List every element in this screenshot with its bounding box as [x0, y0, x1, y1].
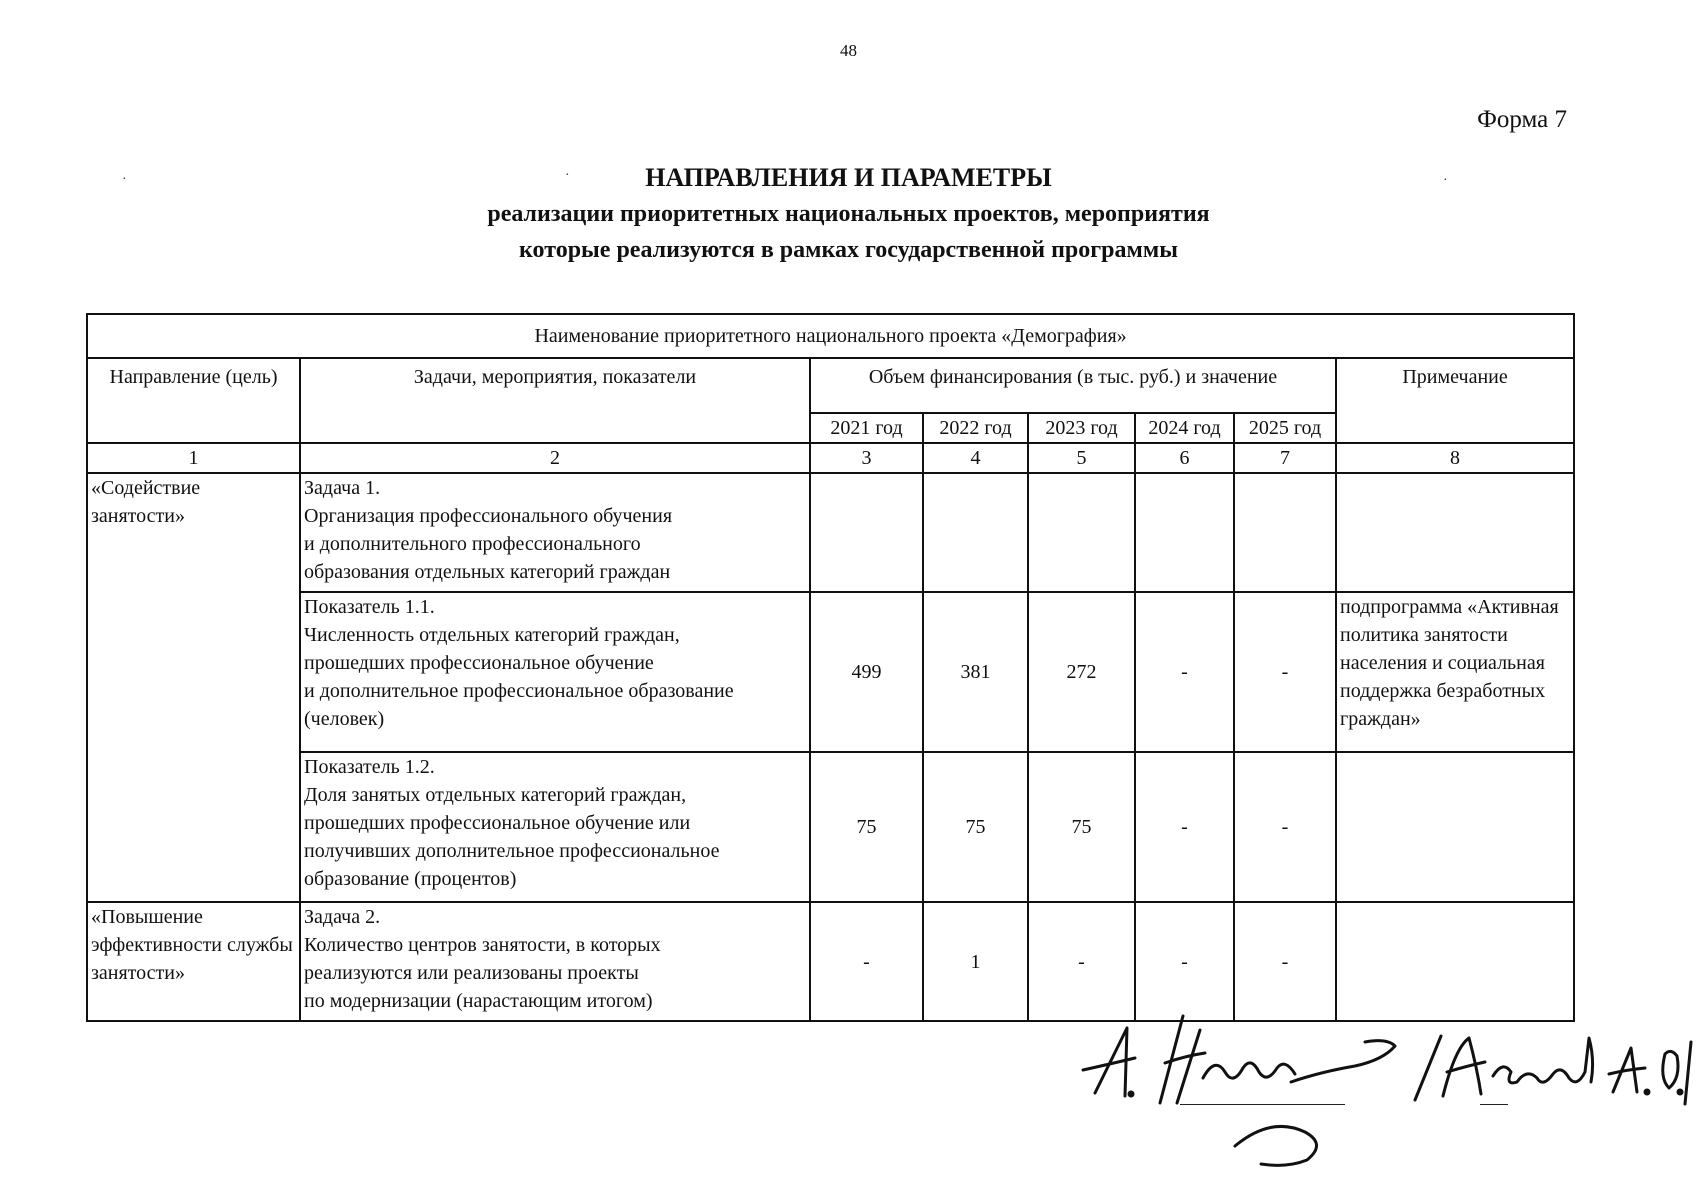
task-line: прошедших профессиональное обучение или [304, 812, 691, 834]
form-label: Форма 7 [1477, 106, 1567, 133]
task-line: Организация профессионального обучения [304, 505, 673, 527]
value-cell: 75 [1028, 752, 1135, 902]
scan-speck: · [122, 172, 127, 187]
header-direction: Направление (цель) [87, 358, 300, 443]
task-line: Численность отдельных категорий граждан, [304, 624, 680, 646]
value-cell: - [1234, 902, 1336, 1021]
header-note: Примечание [1336, 358, 1574, 443]
task-line: по модернизации (нарастающим итогом) [304, 990, 653, 1012]
header-year-2025: 2025 год [1234, 413, 1336, 443]
header-year-2022: 2022 год [923, 413, 1028, 443]
task-line: Задача 1. [304, 477, 381, 499]
scan-speck: · [565, 168, 570, 183]
note-cell [1336, 473, 1574, 592]
task-line: получивших дополнительное профессиональное [304, 840, 720, 862]
note-cell [1336, 752, 1574, 902]
project-name-header: Наименование приоритетного национального проекта «Демография» [87, 314, 1574, 358]
value-cell: - [1135, 592, 1234, 752]
table-row [87, 902, 1574, 1021]
table-row [87, 473, 1574, 592]
table-row [87, 592, 1574, 752]
value-cell: 75 [810, 752, 923, 902]
page-number: 48 [840, 41, 857, 60]
task-line: Количество центров занятости, в которых [304, 934, 661, 956]
note-cell: подпрограмма «Активная политика занятости населения и социальная поддержка безработных граждан» [1336, 592, 1574, 752]
task-line: и дополнительного профессионального [304, 533, 641, 555]
direction-cell: «Содействие занятости» [87, 473, 300, 902]
task-line: Задача 2. [304, 906, 381, 928]
title-line-3: которые реализуются в рамках государственной программы [519, 237, 1178, 263]
scan-speck: · [1443, 173, 1448, 188]
column-number: 3 [810, 443, 923, 473]
value-cell [923, 473, 1028, 592]
value-cell: - [1135, 902, 1234, 1021]
note-cell [1336, 902, 1574, 1021]
task-line: образование (процентов) [304, 868, 517, 890]
task-cell [300, 592, 810, 752]
value-cell: 75 [923, 752, 1028, 902]
column-number: 2 [300, 443, 810, 473]
table-row [87, 752, 1574, 902]
value-cell: - [810, 902, 923, 1021]
task-line: прошедших профессиональное обучение [304, 652, 654, 674]
header-year-2024: 2024 год [1135, 413, 1234, 443]
task-line: Показатель 1.1. [304, 596, 435, 618]
header-tasks: Задачи, мероприятия, показатели [300, 358, 810, 443]
title-line-2: реализации приоритетных национальных проектов, мероприятия [487, 201, 1210, 227]
column-number: 6 [1135, 443, 1234, 473]
value-cell: - [1234, 752, 1336, 902]
handwritten-signature [1065, 1008, 1695, 1178]
column-number: 1 [87, 443, 300, 473]
value-cell: - [1028, 902, 1135, 1021]
task-line: и дополнительное профессиональное образование [304, 680, 734, 702]
task-line: реализуются или реализованы проекты [304, 962, 639, 984]
signature-line [1180, 1104, 1345, 1105]
task-cell [300, 902, 810, 1021]
signature-line [1480, 1104, 1508, 1105]
column-number: 7 [1234, 443, 1336, 473]
title-line-1: НАПРАВЛЕНИЯ И ПАРАМЕТРЫ [645, 163, 1052, 192]
directions-table [86, 313, 1575, 1022]
value-cell: 272 [1028, 592, 1135, 752]
value-cell [1234, 473, 1336, 592]
value-cell: 499 [810, 592, 923, 752]
value-cell [1135, 473, 1234, 592]
value-cell [1028, 473, 1135, 592]
value-cell [810, 473, 923, 592]
value-cell: - [1135, 752, 1234, 902]
task-line: Показатель 1.2. [304, 756, 435, 778]
task-line: образования отдельных категорий граждан [304, 561, 671, 583]
task-cell [300, 473, 810, 592]
task-cell [300, 752, 810, 902]
value-cell: 381 [923, 592, 1028, 752]
header-year-2021: 2021 год [810, 413, 923, 443]
column-number: 4 [923, 443, 1028, 473]
direction-cell: «Повышение эффективности службы занятости» [87, 902, 300, 1021]
task-line: (человек) [304, 708, 385, 730]
column-number: 5 [1028, 443, 1135, 473]
task-line: Доля занятых отдельных категорий граждан, [304, 784, 687, 806]
header-funding: Объем финансирования (в тыс. руб.) и значение [810, 358, 1336, 413]
value-cell: - [1234, 592, 1336, 752]
document-title [0, 160, 1697, 268]
header-year-2023: 2023 год [1028, 413, 1135, 443]
value-cell: 1 [923, 902, 1028, 1021]
column-number: 8 [1336, 443, 1574, 473]
